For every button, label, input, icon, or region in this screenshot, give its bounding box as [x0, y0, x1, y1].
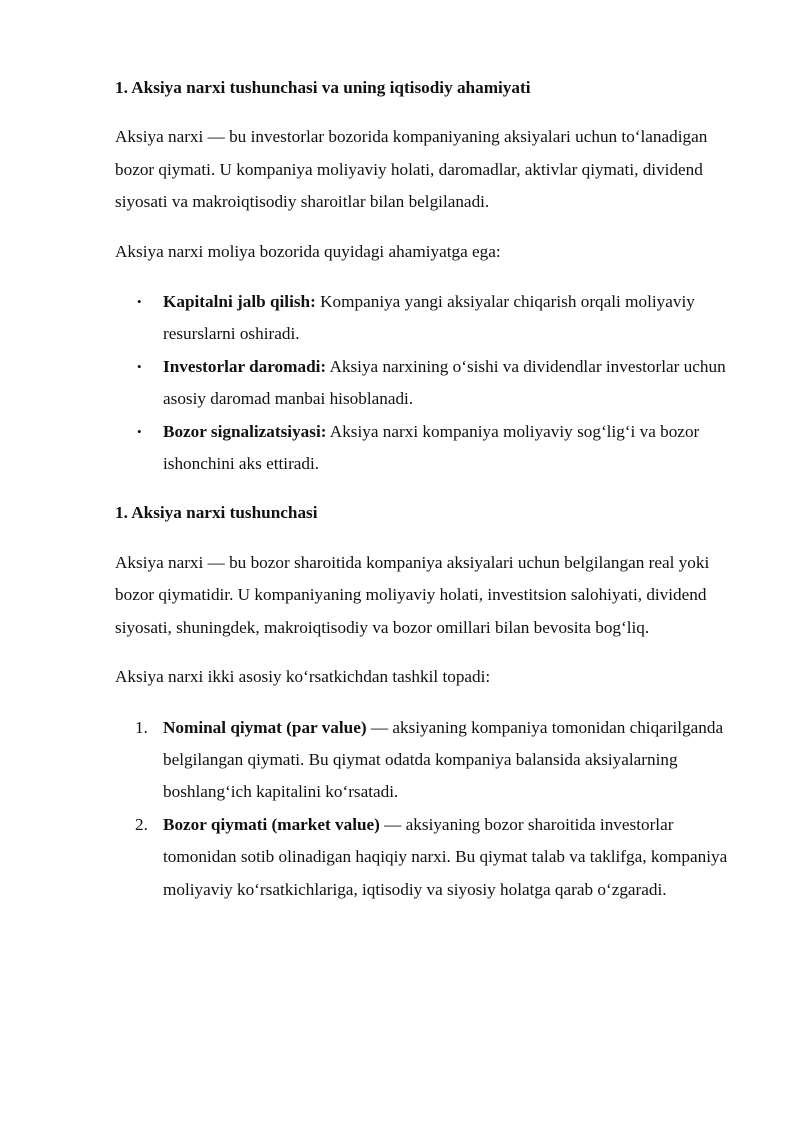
section-heading-1: 1. Aksiya narxi tushunchasi va uning iqtisodiy ahamiyati	[115, 78, 531, 97]
list-item	[115, 351, 735, 416]
bullet-dot-icon: •	[137, 358, 142, 374]
list-item-text: — aksiyaning bozor sharoitida investorlar tomonidan sotib olinadigan haqiqiy narxi. Bu qiymat talab va taklifga, kompaniya moliyaviy ko‘rsatkichlariga, iqtisodiy va siyosiy holatga qarab o‘zgaradi.	[163, 814, 728, 899]
section-heading-2: 1. Aksiya narxi tushunchasi	[115, 503, 318, 523]
list-item	[115, 416, 735, 481]
list-item-term: Nominal qiymat (par value)	[163, 717, 367, 737]
list-item-text: — aksiyaning kompaniya tomonidan chiqarilganda belgilangan qiymati. Bu qiymat odatda kompaniya balansida aksiyalarning boshlang‘ich kapitalini ko‘rsatadi.	[163, 717, 724, 802]
bullet-dot-icon: •	[137, 294, 142, 310]
list-item	[115, 712, 735, 809]
list-item-text: Aksiya narxi kompaniya moliyaviy sog‘lig‘i va bozor ishonchini aks ettiradi.	[163, 421, 700, 474]
numbered-list	[115, 712, 735, 906]
list-item-text: Aksiya narxining o‘sishi va dividendlar investorlar uchun asosiy daromad manbai hisoblanadi.	[163, 356, 726, 409]
list-item	[115, 286, 735, 351]
document-page	[115, 72, 735, 906]
paragraph: Aksiya narxi moliya bozorida quyidagi ahamiyatga ega:	[115, 241, 501, 261]
paragraph: Aksiya narxi — bu bozor sharoitida kompaniya aksiyalari uchun belgilangan real yoki bozor qiymatidir. U kompaniyaning moliyaviy holati, investitsion salohiyati, dividend siyosati, shuningdek, makroiqtisodiy va bozor omillari bilan bevosita bog‘liq.	[115, 552, 710, 637]
list-number: 2.	[135, 814, 148, 834]
list-item-term: Investorlar daromadi:	[163, 356, 327, 376]
list-item-text: Kompaniya yangi aksiyalar chiqarish orqali moliyaviy resurslarni oshiradi.	[163, 292, 695, 344]
paragraph: Aksiya narxi ikki asosiy ko‘rsatkichdan tashkil topadi:	[115, 667, 491, 687]
list-item	[115, 809, 735, 906]
list-item-term: Kapitalni jalb qilish:	[163, 292, 316, 312]
paragraph: Aksiya narxi — bu investorlar bozorida kompaniyaning aksiyalari uchun to‘lanadigan bozor qiymati. U kompaniya moliyaviy holati, daromadlar, aktivlar qiymati, dividend siyosati va makroiqtisodiy sharoitlar bilan belgilanadi.	[115, 127, 708, 212]
bullet-list	[115, 286, 735, 480]
list-item-term: Bozor qiymati (market value)	[163, 814, 380, 834]
list-number: 1.	[135, 717, 148, 737]
bullet-dot-icon: •	[137, 423, 142, 439]
list-item-term: Bozor signalizatsiyasi:	[163, 421, 327, 441]
